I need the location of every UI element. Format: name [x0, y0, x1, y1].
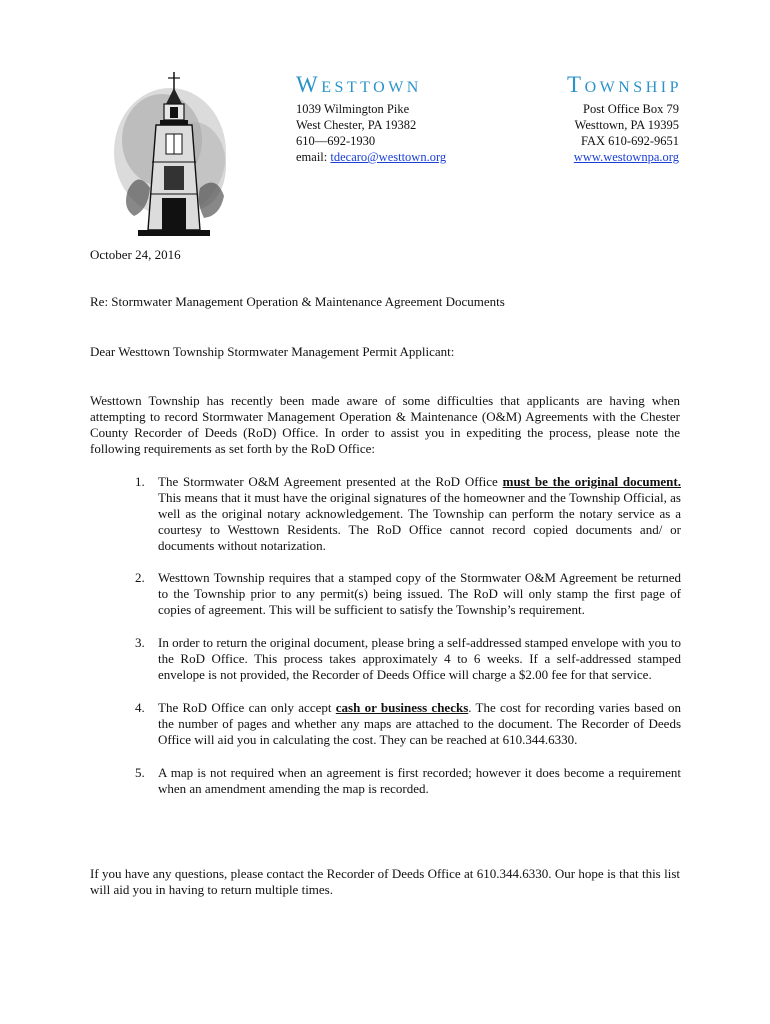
street-address: 1039 Wilmington Pike [296, 102, 410, 116]
po-box-address-block [574, 101, 679, 165]
email-label: email: [296, 150, 331, 164]
letter-subject: Re: Stormwater Management Operation & Maintenance Agreement Documents [90, 294, 505, 309]
requirement-number: 4. [135, 700, 145, 715]
email-link[interactable]: tdecaro@westtown.org [330, 150, 447, 164]
letter-intro-paragraph: Westtown Township has recently been made aware of some difficulties that applicants are having when attempting to record Stormwater Management Operation & Maintenance (O&M) Agreements with the Chester County Recorder of Deeds (RoD) Office. In order to assist you in expediting the process, please note the following requirements as set forth by the RoD Office: [90, 393, 680, 456]
township-name-word1: Westtown [296, 72, 422, 97]
website-link[interactable]: www.westownpa.org [573, 150, 679, 164]
po-box: Post Office Box 79 [583, 102, 679, 116]
requirement-number: 5. [135, 765, 145, 780]
requirement-text: Westtown Township requires that a stamped copy of the Stormwater O&M Agreement be returned to the Township prior to any permit(s) being issued. The RoD will only stamp the first page of copies of agreement. This will be sufficient to satisfy the Township’s requirement. [158, 570, 681, 617]
phone-number: 610—692-1930 [296, 134, 376, 148]
requirement-number: 3. [135, 635, 145, 650]
fax-number: FAX 610-692-9651 [580, 134, 679, 148]
email-line [296, 149, 446, 165]
requirement-text: In order to return the original document, please bring a self-addressed stamped envelope with you to the RoD Office. This process takes approximately 4 to 6 weeks. If a self-addressed stamped envelope is not provided, the Recorder of Deeds Office will charge a $2.00 fee for that service. [158, 635, 681, 682]
letter-salutation: Dear Westtown Township Stormwater Management Permit Applicant: [90, 344, 455, 359]
requirement-item [135, 765, 681, 797]
requirement-text: The RoD Office can only accept [158, 700, 336, 715]
requirement-emphasis: must be the original document. [502, 474, 681, 489]
requirement-number: 2. [135, 570, 145, 585]
letter-date: October 24, 2016 [90, 247, 181, 262]
city-state-zip: West Chester, PA 19382 [296, 118, 417, 132]
requirement-item [135, 570, 681, 618]
website-line [574, 149, 679, 165]
requirement-item [135, 635, 681, 683]
requirement-text: The Stormwater O&M Agreement presented at the RoD Office [158, 474, 503, 489]
po-city-state-zip: Westtown, PA 19395 [574, 118, 679, 132]
requirement-number: 1. [135, 474, 145, 489]
requirement-item [135, 474, 681, 554]
requirement-text: This means that it must have the original signatures of the homeowner and the Township Official, as well as the original notary acknowledgement. The Township can perform the notary service as a courtesy to Westtown Residents. The RoD Office cannot record copied documents and/ or documents without notarization. [158, 490, 681, 553]
requirement-emphasis: cash or business checks [335, 700, 469, 715]
requirements-list [135, 474, 681, 797]
township-bell-tower-logo-icon [108, 70, 240, 242]
requirement-text: A map is not required when an agreement is first recorded; however it does become a requirement when an amendment amending the map is recorded. [158, 765, 681, 796]
township-name [296, 72, 682, 98]
mailing-address-block [296, 101, 446, 165]
letter-closing-paragraph: If you have any questions, please contact the Recorder of Deeds Office at 610.344.6330. Our hope is that this list will aid you in having to return multiple times. [90, 866, 680, 897]
requirement-text: . The cost for recording varies based on the number of pages and whether any maps are attached to the document. The Recorder of Deeds Office will aid you in calculating the cost. They can be reached at 610.344.6330. [158, 700, 681, 747]
requirement-item [135, 700, 681, 748]
township-name-word2: Township [567, 72, 682, 97]
